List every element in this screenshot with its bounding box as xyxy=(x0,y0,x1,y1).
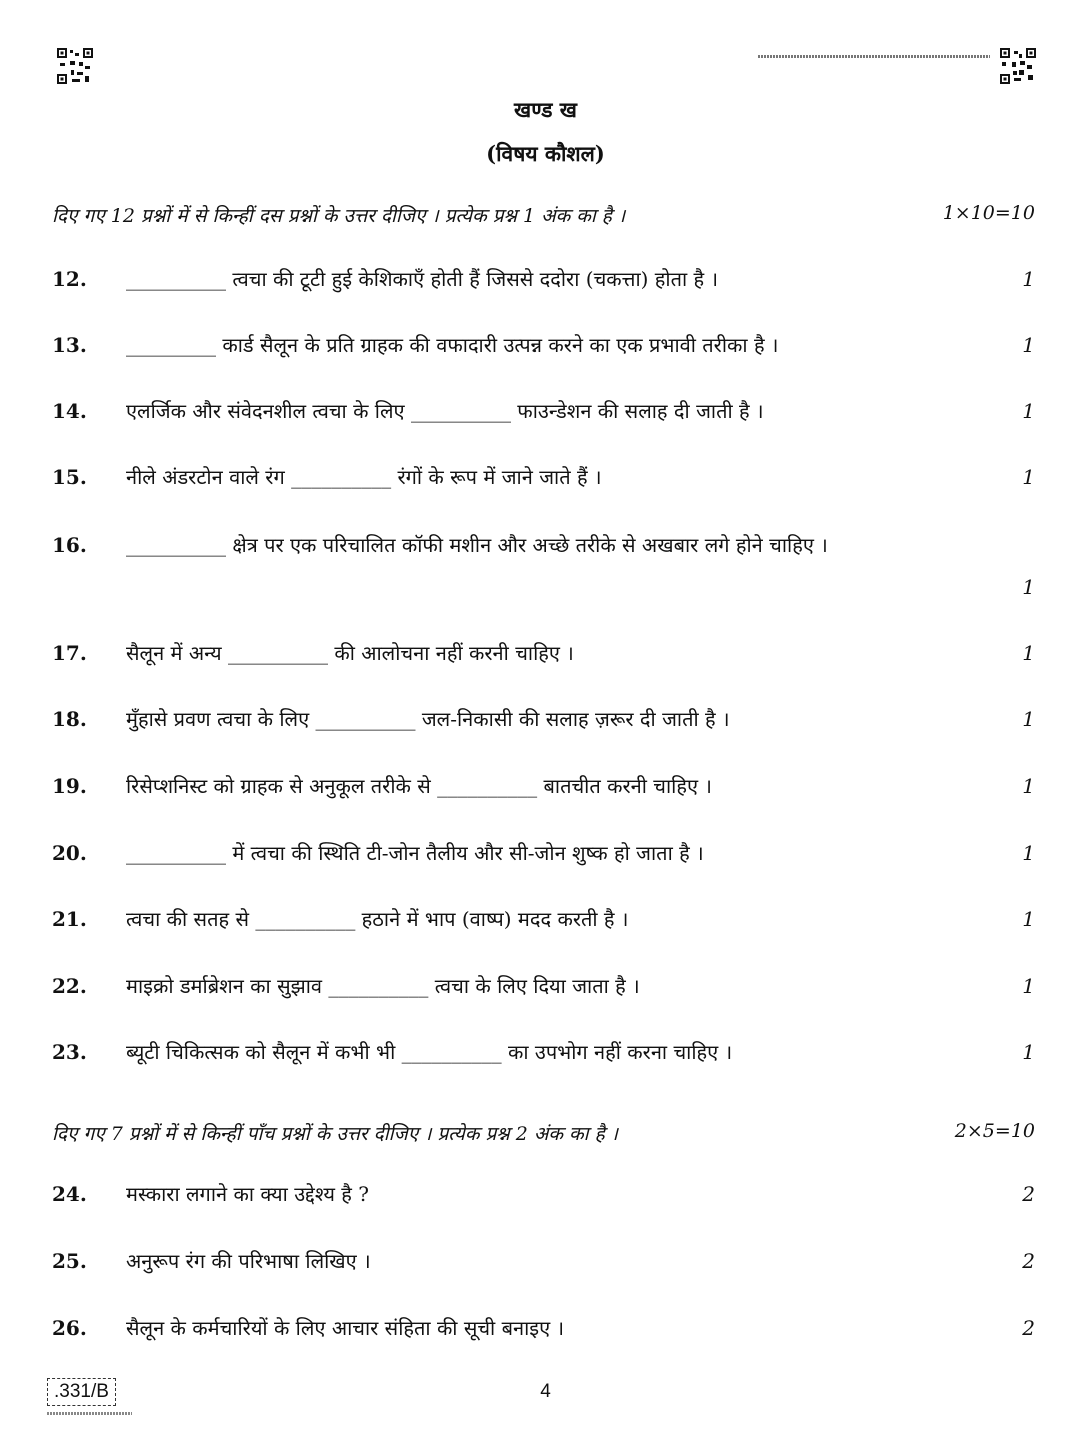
instruction-1-marks: 1×10=10 xyxy=(942,202,1035,224)
question-mark: 1 xyxy=(1022,399,1035,423)
question-number: 24. xyxy=(52,1182,87,1206)
question-text: मस्कारा लगाने का क्या उद्देश्य है ? xyxy=(126,1182,369,1206)
question-text: माइक्रो डर्माब्रेशन का सुझाव __________ त्वचा के लिए दिया जाता है । xyxy=(126,974,640,998)
micro-text-strip xyxy=(758,55,990,58)
question-number: 17. xyxy=(52,641,87,665)
instruction-2 xyxy=(52,1120,1035,1146)
question-text: __________ त्वचा की टूटी हुई केशिकाएँ होती हैं जिससे ददोरा (चकत्ता) होता है । xyxy=(126,267,719,291)
question-text: सैलून में अन्य __________ की आलोचना नहीं करनी चाहिए । xyxy=(126,641,574,665)
section-title: खण्ड ख xyxy=(514,97,577,122)
question-number: 20. xyxy=(52,841,87,865)
paper-code: .331/B xyxy=(47,1378,116,1406)
question-number: 16. xyxy=(52,533,87,557)
question-text: नीले अंडरटोन वाले रंग __________ रंगों के रूप में जाने जाते हैं । xyxy=(126,465,602,489)
question-number: 15. xyxy=(52,465,87,489)
question-number: 25. xyxy=(52,1249,87,1273)
question-text: _________ कार्ड सैलून के प्रति ग्राहक की वफादारी उत्पन्न करने का एक प्रभावी तरीका है । xyxy=(126,333,779,357)
question-text: सैलून के कर्मचारियों के लिए आचार संहिता की सूची बनाइए । xyxy=(126,1316,565,1340)
question-text: ब्यूटी चिकित्सक को सैलून में कभी भी __________ का उपभोग नहीं करना चाहिए । xyxy=(126,1040,733,1064)
question-mark: 1 xyxy=(1022,974,1035,998)
question-number: 23. xyxy=(52,1040,87,1064)
question-number: 12. xyxy=(52,267,87,291)
question-text: एलर्जिक और संवेदनशील त्वचा के लिए __________ फाउन्डेशन की सलाह दी जाती है । xyxy=(126,399,764,423)
question-text: रिसेप्शनिस्ट को ग्राहक से अनुकूल तरीके से __________ बातचीत करनी चाहिए । xyxy=(126,774,712,798)
question-number: 21. xyxy=(52,907,87,931)
qr-code-icon xyxy=(1000,48,1036,84)
question-number: 14. xyxy=(52,399,87,423)
section-subtitle: (विषय कौशल) xyxy=(486,141,605,166)
question-mark: 1 xyxy=(1022,465,1035,489)
question-mark: 1 xyxy=(1022,707,1035,731)
question-mark: 1 xyxy=(1022,575,1035,599)
page-number: 4 xyxy=(540,1381,551,1402)
question-number: 26. xyxy=(52,1316,87,1340)
question-text: __________ क्षेत्र पर एक परिचालित कॉफी मशीन और अच्छे तरीके से अखबार लगे होने चाहिए । xyxy=(126,533,828,557)
instruction-1 xyxy=(52,202,1035,228)
question-number: 19. xyxy=(52,774,87,798)
question-mark: 2 xyxy=(1022,1316,1035,1340)
instruction-2-text: दिए गए 7 प्रश्नों में से किन्हीं पाँच प्रश्नों के उत्तर दीजिए । प्रत्येक प्रश्न 2 अंक का है । xyxy=(52,1123,618,1145)
question-number: 22. xyxy=(52,974,87,998)
question-mark: 1 xyxy=(1022,641,1035,665)
footer-micro-text-strip xyxy=(47,1412,132,1415)
question-mark: 2 xyxy=(1022,1249,1035,1273)
question-text: __________ में त्वचा की स्थिति टी-जोन तैलीय और सी-जोन शुष्क हो जाता है । xyxy=(126,841,704,865)
question-number: 13. xyxy=(52,333,87,357)
question-mark: 1 xyxy=(1022,267,1035,291)
question-text: मुँहासे प्रवण त्वचा के लिए __________ जल-निकासी की सलाह ज़रूर दी जाती है । xyxy=(126,707,730,731)
question-mark: 1 xyxy=(1022,907,1035,931)
question-text: अनुरूप रंग की परिभाषा लिखिए । xyxy=(126,1249,371,1273)
question-mark: 1 xyxy=(1022,333,1035,357)
question-number: 18. xyxy=(52,707,87,731)
instruction-1-text: दिए गए 12 प्रश्नों में से किन्हीं दस प्रश्नों के उत्तर दीजिए । प्रत्येक प्रश्न 1 अंक का है । xyxy=(52,205,626,227)
question-text: त्वचा की सतह से __________ हठाने में भाप (वाष्प) मदद करती है । xyxy=(126,907,629,931)
question-mark: 1 xyxy=(1022,1040,1035,1064)
instruction-2-marks: 2×5=10 xyxy=(954,1120,1035,1142)
question-mark: 1 xyxy=(1022,841,1035,865)
question-mark: 1 xyxy=(1022,774,1035,798)
question-mark: 2 xyxy=(1022,1182,1035,1206)
qr-code-icon xyxy=(57,48,93,84)
